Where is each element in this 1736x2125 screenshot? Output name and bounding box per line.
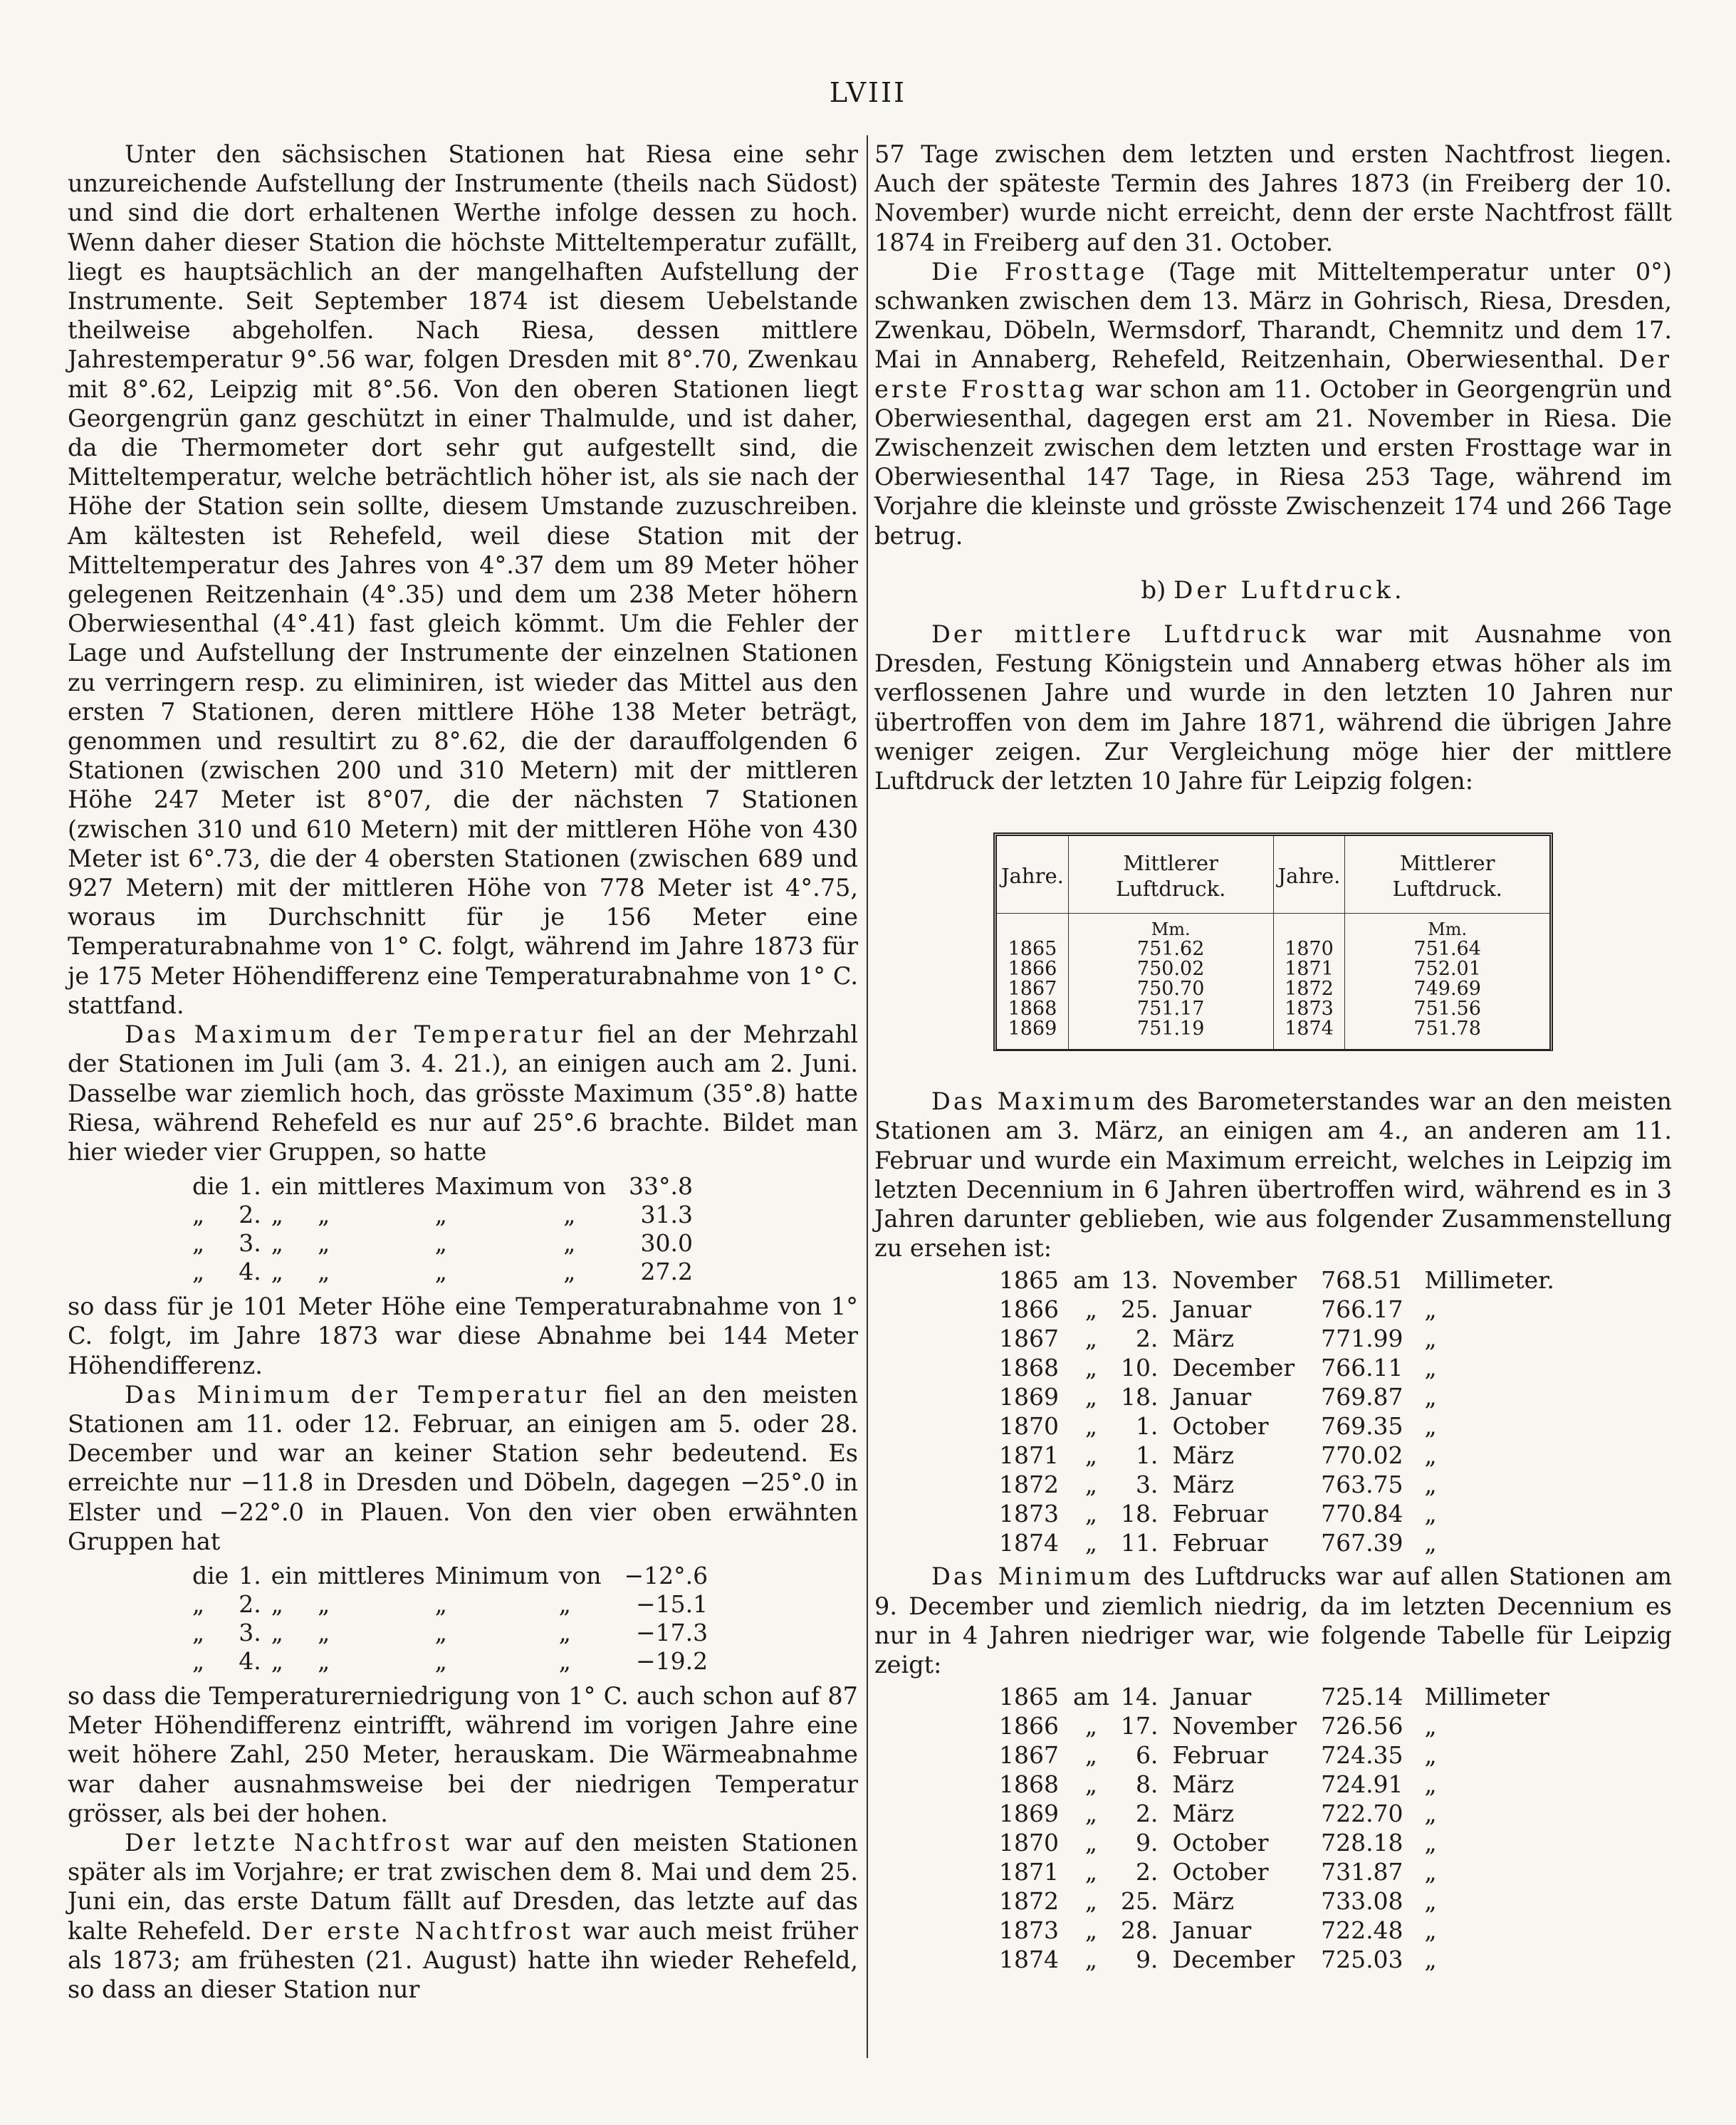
group-cell: „ [434, 1201, 447, 1229]
group-cell: ein [271, 1172, 308, 1201]
group-cell: „ [318, 1646, 330, 1675]
month-cell: Januar [1172, 1916, 1252, 1945]
unit-cell: „ [1424, 1829, 1437, 1857]
list-item [992, 1470, 1562, 1499]
day-cell: 11. [1120, 1529, 1159, 1557]
day-cell: 8. [1135, 1770, 1159, 1799]
group-cell: „ [192, 1589, 205, 1618]
spaced-lead: Das Minimum der Temperatur [125, 1380, 590, 1409]
month-cell: December [1172, 1354, 1295, 1382]
column-header: Jahre. [997, 836, 1068, 914]
year-cell: 1867 [999, 1741, 1059, 1770]
value-cell: 725.14 [1321, 1683, 1403, 1711]
value-cell: 724.91 [1321, 1770, 1403, 1799]
unit-cell: „ [1424, 1441, 1437, 1470]
group-cell: „ [434, 1589, 447, 1618]
group-row [192, 1590, 718, 1619]
day-cell: 18. [1120, 1500, 1159, 1528]
group-cell: „ [271, 1589, 283, 1618]
section-heading: b) Der Luftdruck. [1141, 575, 1406, 605]
list-item [992, 1324, 1562, 1353]
value-cell: 726.56 [1321, 1712, 1403, 1740]
spaced-lead: Der letzte Nachtfrost [125, 1828, 453, 1857]
list-item [992, 1411, 1562, 1441]
paragraph-nachtfrost: Der letzte Nachtfrost war auf den meisten Stationen später als im Vorjahre; er trat zwischen dem 8. Mai und dem 25. Juni ein, das erste Datum fällt auf Dresden, das letzte auf das kalte Rehefeld. Der erste Nachtfrost war auch meist früher als 1873; am frühesten (21. August) hatte ihn wieder Rehefeld, so dass an dieser Station nur [68, 1828, 858, 2003]
year-cell: 1871 [999, 1858, 1059, 1886]
column-header: Mittlerer Luftdruck. [1068, 836, 1273, 914]
month-cell: November [1172, 1712, 1297, 1740]
year-cell: 1865 [999, 1266, 1059, 1295]
list-item [992, 1770, 1557, 1799]
value-cell: 769.35 [1321, 1412, 1403, 1441]
separator-cell: am [1072, 1683, 1109, 1711]
table-row [997, 1019, 1549, 1049]
group-row [192, 1229, 703, 1258]
table-cell: 751.78 [1413, 1018, 1481, 1040]
value-cell: 722.48 [1321, 1916, 1403, 1945]
year-cell: 1873 [999, 1916, 1059, 1945]
separator-cell: „ [1084, 1325, 1098, 1353]
group-row [192, 1647, 718, 1676]
list-item [992, 1711, 1557, 1740]
day-cell: 2. [1135, 1800, 1159, 1828]
paragraph-mittlerer-luftdruck: Der mittlere Luftdruck war mit Ausnahme von Dresden, Festung Königstein und Annaberg etwas höher als im verflossenen Jahre und wurde in den letzten 10 Jahren nur übertroffen von dem im Jahre 1871, während die übrigen Jahre weniger zeigen. Zur Vergleichung möge hier der mittlere Luftdruck der letzten 10 Jahre für Leipzig folgen: [874, 620, 1672, 795]
table-cell: 1867 [997, 979, 1068, 999]
unit-cell: „ [1424, 1946, 1437, 1974]
separator-cell: „ [1084, 1295, 1098, 1324]
month-cell: März [1172, 1325, 1235, 1353]
group-cell: 4. [239, 1646, 261, 1675]
unit-cell: „ [1424, 1916, 1437, 1945]
separator-cell: „ [1084, 1887, 1098, 1916]
group-value: 33°.8 [629, 1172, 693, 1201]
unit-cell: „ [1424, 1770, 1437, 1799]
group-cell: mittleres [318, 1561, 425, 1589]
table-cell: 751.19 [1068, 1019, 1273, 1049]
unit-cell: „ [1424, 1354, 1437, 1382]
year-cell: 1868 [999, 1354, 1059, 1382]
month-cell: März [1172, 1471, 1235, 1499]
month-cell: Januar [1172, 1683, 1252, 1711]
group-row [192, 1201, 703, 1229]
unit-label: Mm. [1068, 914, 1273, 940]
group-cell: „ [318, 1618, 330, 1646]
page-number: LVIII [829, 77, 907, 108]
group-value: −12°.6 [624, 1561, 708, 1589]
table-cell: 1868 [997, 999, 1068, 1019]
unit-cell: „ [1424, 1529, 1437, 1557]
day-cell: 3. [1135, 1471, 1159, 1499]
group-cell: „ [271, 1618, 283, 1646]
group-cell: 1. [239, 1172, 261, 1201]
table-cell: 1873 [1273, 999, 1345, 1019]
group-cell: „ [434, 1229, 447, 1258]
group-cell: 3. [239, 1229, 261, 1258]
day-cell: 25. [1120, 1887, 1159, 1916]
group-cell: „ [563, 1229, 576, 1258]
paragraph-stations-temperature: Unter den sächsischen Stationen hat Riesa eine sehr unzureichende Aufstellung der Instrumente (theils nach Südost) und sind die dort erhaltenen Werthe infolge dessen zu hoch. Wenn daher dieser Station die höchste Mitteltemperatur zufällt, liegt es hauptsächlich an der mangelhaften Aufstellung der Instrumente. Seit September 1874 ist diesem Uebelstande theilweise abgeholfen. Nach Riesa, dessen mittlere Jahrestemperatur 9°.56 war, folgen Dresden mit 8°.70, Zwenkau mit 8°.62, Leipzig mit 8°.56. Von den oberen Stationen liegt Georgengrün ganz geschützt in einer Thalmulde, und ist daher, da die Thermometer dort sehr gut aufgestellt sind, die Mitteltemperatur, welche beträchtlich höher ist, als sie nach der Höhe der Station sein sollte, diesem Umstande zuzuschreiben. Am kältesten ist Rehefeld, weil diese Station mit der Mitteltemperatur des Jahres von 4°.37 dem um 89 Meter höher gelegenen Reitzenhain (4°.35) und dem um 238 Meter höhern Oberwiesenthal (4°.41) fast gleich kömmt. Um die Fehler der Lage und Aufstellung der Instrumente der einzelnen Stationen zu verringern resp. zu eliminiren, ist wieder das Mittel aus den ersten 7 Stationen, deren mittlere Höhe 138 Meter beträgt, genommen und resultirt zu 8°.62, die der darauffolgenden 6 Stationen (zwischen 200 und 310 Metern) mit der mittleren Höhe 247 Meter ist 8°07, die der nächsten 7 Stationen (zwischen 310 und 610 Metern) mit der mittleren Höhe von 430 Meter ist 6°.73, die der 4 obersten Stationen (zwischen 689 und 927 Metern) mit der mittleren Höhe von 778 Meter ist 4°.75, woraus im Durchschnitt für je 156 Meter eine Temperaturabnahme von 1° C. folgt, während im Jahre 1873 für je 175 Meter Höhendifferenz eine Temperaturabnahme von 1° C. stattfand. [68, 140, 858, 1019]
paragraph-min-conclusion: so dass die Temperaturerniedrigung von 1° C. auch schon auf 87 Meter Höhendifferenz eintrifft, während im vorigen Jahre eine weit höhere Zahl, 250 Meter, herauskam. Die Wärmeabnahme war daher ausnahmsweise bei der niedrigen Temperatur grösser, als bei der hohen. [68, 1681, 858, 1827]
separator-cell: „ [1084, 1946, 1098, 1974]
column-header: Jahre. [1273, 836, 1345, 914]
unit-cell: „ [1424, 1383, 1437, 1411]
month-cell: October [1172, 1412, 1269, 1441]
value-cell: 769.87 [1321, 1383, 1403, 1411]
group-value: 31.3 [640, 1201, 693, 1229]
separator-cell: „ [1084, 1354, 1098, 1382]
group-value: −17.3 [636, 1618, 708, 1646]
group-cell: die [192, 1561, 229, 1589]
unit-cell: „ [1424, 1325, 1437, 1353]
separator-cell: „ [1084, 1712, 1098, 1740]
group-cell: 4. [239, 1258, 261, 1286]
group-value: 30.0 [640, 1229, 693, 1258]
month-cell: März [1172, 1887, 1235, 1916]
separator-cell: „ [1084, 1383, 1098, 1411]
group-cell: Minimum [434, 1561, 549, 1589]
paragraph-barometer-maximum: Das Maximum des Barometerstandes war an den meisten Stationen am 3. März, an einigen am 4., an anderen am 11. Februar und wurde ein Maximum erreicht, welches in Leipzig im letzten Decennium in 6 Jahren übertroffen wird, während es in 3 Jahren darunter geblieben, wie aus folgender Zusammenstellung zu ersehen ist: [874, 1087, 1672, 1263]
value-cell: 768.51 [1321, 1266, 1403, 1295]
unit-label: Mm. [1428, 919, 1468, 940]
separator-cell: „ [1084, 1741, 1098, 1770]
group-cell: Maximum [434, 1172, 554, 1201]
month-cell: März [1172, 1770, 1235, 1799]
group-cell: „ [434, 1646, 447, 1675]
list-item [992, 1886, 1557, 1916]
group-row [192, 1258, 703, 1286]
paragraph-max-conclusion: so dass für je 101 Meter Höhe eine Temperaturabnahme von 1° C. folgt, im Jahre 1873 war diese Abnahme bei 144 Meter Höhendifferenz. [68, 1293, 858, 1379]
value-cell: 728.18 [1321, 1829, 1403, 1857]
group-row [192, 1619, 718, 1647]
year-cell: 1871 [999, 1441, 1059, 1470]
day-cell: 9. [1135, 1946, 1159, 1974]
paragraph-maximum-temperature: Das Maximum der Temperatur fiel an der Mehrzahl der Stationen im Juli (am 3. 4. 21.), an einigen auch am 2. Juni. Dasselbe war ziemlich hoch, das grösste Maximum (35°.8) hatte Riesa, während Rehefeld es nur auf 25°.6 brachte. Bildet man hier wieder vier Gruppen, so hatte [68, 1020, 858, 1166]
day-cell: 1. [1135, 1412, 1159, 1441]
group-cell: „ [558, 1618, 571, 1646]
list-item [992, 1295, 1562, 1324]
year-cell: 1874 [999, 1529, 1059, 1557]
table-cell: 1872 [1273, 979, 1345, 999]
table-row [997, 939, 1549, 959]
group-cell: mittleres [318, 1172, 425, 1201]
month-cell: Januar [1172, 1295, 1252, 1324]
separator-cell: „ [1084, 1829, 1098, 1857]
spaced-lead: Das Minimum [931, 1562, 1134, 1591]
pressure-table-frame [993, 832, 1553, 1051]
table-cell: 1866 [997, 959, 1068, 979]
day-cell: 9. [1135, 1829, 1159, 1857]
group-cell: „ [558, 1646, 571, 1675]
barometer-max-list [992, 1265, 1562, 1557]
table-row [997, 999, 1549, 1019]
month-cell: December [1172, 1946, 1295, 1974]
min-groups-table [192, 1562, 718, 1676]
table-row [997, 979, 1549, 999]
list-item [992, 1265, 1562, 1295]
list-item [992, 1353, 1562, 1382]
day-cell: 1. [1135, 1441, 1159, 1470]
group-value: −19.2 [636, 1646, 708, 1675]
separator-cell: „ [1084, 1770, 1098, 1799]
group-cell: „ [271, 1258, 283, 1286]
group-cell: „ [318, 1201, 330, 1229]
paragraph-frosttage: Die Frosttage (Tage mit Mitteltemperatur unter 0°) schwanken zwischen dem 13. März in Gohrisch, Riesa, Dresden, Zwenkau, Döbeln, Wermsdorf, Tharandt, Chemnitz und dem 17. Mai in Annaberg, Rehefeld, Reitzenhain, Oberwiesenthal. Der erste Frosttag war schon am 11. October in Georgengrün und Oberwiesenthal, dagegen erst am 21. November in Riesa. Die Zwischenzeit zwischen dem letzten und ersten Frosttage war in Oberwiesenthal 147 Tage, in Riesa 253 Tage, während im Vorjahre die kleinste und grösste Zwischenzeit 174 und 266 Tage betrug. [874, 257, 1672, 550]
year-cell: 1872 [999, 1471, 1059, 1499]
value-cell: 766.17 [1321, 1295, 1403, 1324]
max-groups-table [192, 1172, 703, 1286]
list-item [992, 1441, 1562, 1470]
barometer-min-list [992, 1682, 1557, 1974]
list-item [992, 1682, 1557, 1711]
table-cell: 1874 [1273, 1019, 1345, 1049]
spaced-lead: Das Maximum [931, 1087, 1138, 1116]
day-cell: 25. [1120, 1295, 1159, 1324]
table-cell: 750.70 [1068, 979, 1273, 999]
group-cell: „ [563, 1258, 576, 1286]
table-cell: 749.69 [1413, 978, 1481, 1001]
group-cell: „ [563, 1201, 576, 1229]
unit-row [997, 914, 1549, 940]
group-cell: „ [192, 1258, 205, 1286]
group-cell: 3. [239, 1618, 261, 1646]
value-cell: 770.02 [1321, 1441, 1403, 1470]
month-cell: Januar [1172, 1383, 1252, 1411]
group-cell: von [563, 1172, 606, 1201]
group-cell: 1. [239, 1561, 261, 1589]
group-cell: „ [558, 1589, 571, 1618]
year-cell: 1868 [999, 1770, 1059, 1799]
unit-cell: „ [1424, 1858, 1437, 1886]
value-cell: 725.03 [1321, 1946, 1403, 1974]
unit-cell: „ [1424, 1500, 1437, 1528]
paragraph-minimum-temperature: Das Minimum der Temperatur fiel an den meisten Stationen am 11. oder 12. Februar, an einigen am 5. oder 28. December und war an keiner Station sehr bedeutend. Es erreichte nur −11.8 in Dresden und Döbeln, dagegen −25°.0 in Elster und −22°.0 in Plauen. Von den vier oben erwähnten Gruppen hat [68, 1380, 858, 1555]
list-item [992, 1857, 1557, 1886]
value-cell: 766.11 [1321, 1354, 1403, 1382]
table-cell: 751.17 [1068, 999, 1273, 1019]
table-cell: 751.62 [1068, 939, 1273, 959]
unit-cell: Millimeter [1424, 1683, 1549, 1711]
separator-cell: „ [1084, 1800, 1098, 1828]
separator-cell: „ [1084, 1916, 1098, 1945]
year-cell: 1869 [999, 1383, 1059, 1411]
list-item [992, 1740, 1557, 1770]
paragraph-barometer-minimum: Das Minimum des Luftdrucks war auf allen Stationen am 9. December und ziemlich niedrig, da im letzten Decennium es nur in 4 Jahren niedriger war, wie folgende Tabelle für Leipzig zeigt: [874, 1562, 1673, 1679]
value-cell: 722.70 [1321, 1800, 1403, 1828]
column-divider [867, 135, 868, 2058]
unit-cell: „ [1424, 1800, 1437, 1828]
year-cell: 1870 [999, 1412, 1059, 1441]
group-cell: von [558, 1561, 602, 1589]
day-cell: 18. [1120, 1383, 1159, 1411]
table-cell: 752.01 [1413, 958, 1481, 981]
group-cell: 2. [239, 1201, 261, 1229]
group-cell: „ [434, 1618, 447, 1646]
group-cell: „ [192, 1201, 205, 1229]
group-cell: „ [192, 1646, 205, 1675]
paragraph-nachtfrost-continued: 57 Tage zwischen dem letzten und ersten Nachtfrost liegen. Auch der späteste Termin des Jahres 1873 (in Freiberg der 10. November) wurde nicht erreicht, denn der erste Nachtfrost fällt 1874 in Freiberg auf den 31. October. [874, 140, 1672, 256]
list-item [992, 1799, 1557, 1828]
separator-cell: „ [1084, 1500, 1098, 1528]
unit-cell: „ [1424, 1471, 1437, 1499]
month-cell: October [1172, 1858, 1269, 1886]
month-cell: Februar [1172, 1500, 1268, 1528]
unit-cell: „ [1424, 1741, 1437, 1770]
group-cell: „ [271, 1646, 283, 1675]
column-header: Mittlerer Luftdruck. [1345, 836, 1549, 914]
unit-cell: „ [1424, 1887, 1437, 1916]
year-cell: 1865 [999, 1683, 1059, 1711]
value-cell: 731.87 [1321, 1858, 1403, 1886]
separator-cell: am [1072, 1266, 1109, 1295]
group-row [192, 1562, 718, 1590]
separator-cell: „ [1084, 1529, 1098, 1557]
month-cell: März [1172, 1800, 1235, 1828]
day-cell: 2. [1135, 1325, 1159, 1353]
separator-cell: „ [1084, 1441, 1098, 1470]
month-cell: Februar [1172, 1529, 1268, 1557]
unit-cell: „ [1424, 1295, 1437, 1324]
group-cell: 2. [239, 1589, 261, 1618]
year-cell: 1874 [999, 1946, 1059, 1974]
table-row [997, 959, 1549, 979]
table-cell: 1865 [997, 939, 1068, 959]
table-cell: 1870 [1273, 939, 1345, 959]
value-cell: 733.08 [1321, 1887, 1403, 1916]
year-cell: 1873 [999, 1500, 1059, 1528]
list-item [992, 1528, 1562, 1557]
group-cell: „ [271, 1229, 283, 1258]
day-cell: 10. [1120, 1354, 1159, 1382]
table-cell: 1869 [997, 1019, 1068, 1049]
spaced-lead: Die Frosttage [931, 257, 1148, 286]
group-cell: „ [318, 1229, 330, 1258]
group-value: 27.2 [640, 1258, 693, 1286]
separator-cell: „ [1084, 1858, 1098, 1886]
spaced-lead: Das Maximum der Temperatur [125, 1020, 585, 1049]
value-cell: 767.39 [1321, 1529, 1403, 1557]
list-item [992, 1828, 1557, 1857]
group-cell: „ [318, 1589, 330, 1618]
group-cell: „ [271, 1201, 283, 1229]
year-cell: 1867 [999, 1325, 1059, 1353]
value-cell: 724.35 [1321, 1741, 1403, 1770]
year-cell: 1866 [999, 1712, 1059, 1740]
table-cell: 751.64 [1413, 938, 1481, 961]
table-cell: 1871 [1273, 959, 1345, 979]
spaced-lead: Der erste Nachtfrost [261, 1916, 574, 1945]
day-cell: 6. [1135, 1741, 1159, 1770]
day-cell: 13. [1120, 1266, 1159, 1295]
list-item [992, 1499, 1562, 1528]
group-row [192, 1172, 703, 1201]
spaced-lead: Der erste Frosttag [874, 345, 1672, 403]
year-cell: 1872 [999, 1887, 1059, 1916]
month-cell: October [1172, 1829, 1269, 1857]
group-value: −15.1 [636, 1589, 708, 1618]
list-item [992, 1382, 1562, 1411]
day-cell: 17. [1120, 1712, 1159, 1740]
year-cell: 1870 [999, 1829, 1059, 1857]
value-cell: 763.75 [1321, 1471, 1403, 1499]
unit-cell: „ [1424, 1412, 1437, 1441]
left-column [68, 140, 858, 2004]
year-cell: 1869 [999, 1800, 1059, 1828]
separator-cell: „ [1084, 1471, 1098, 1499]
table-cell: 750.02 [1068, 959, 1273, 979]
year-cell: 1866 [999, 1295, 1059, 1324]
unit-cell: „ [1424, 1712, 1437, 1740]
group-cell: die [192, 1172, 229, 1201]
day-cell: 14. [1120, 1683, 1159, 1711]
mean-pressure-table [997, 836, 1549, 1049]
day-cell: 2. [1135, 1858, 1159, 1886]
table-cell: 751.56 [1413, 998, 1481, 1020]
list-item [992, 1916, 1557, 1945]
day-cell: 28. [1120, 1916, 1159, 1945]
group-cell: „ [192, 1618, 205, 1646]
group-cell: „ [434, 1258, 447, 1286]
unit-cell: Millimeter. [1424, 1266, 1554, 1295]
list-item [992, 1945, 1557, 1974]
group-cell: „ [318, 1258, 330, 1286]
group-cell: ein [271, 1561, 308, 1589]
value-cell: 771.99 [1321, 1325, 1403, 1353]
group-cell: „ [192, 1229, 205, 1258]
month-cell: März [1172, 1441, 1235, 1470]
value-cell: 770.84 [1321, 1500, 1403, 1528]
month-cell: Februar [1172, 1741, 1268, 1770]
right-column [874, 140, 1672, 1978]
spaced-lead: Der mittlere Luftdruck [931, 620, 1309, 649]
separator-cell: „ [1084, 1412, 1098, 1441]
month-cell: November [1172, 1266, 1297, 1295]
